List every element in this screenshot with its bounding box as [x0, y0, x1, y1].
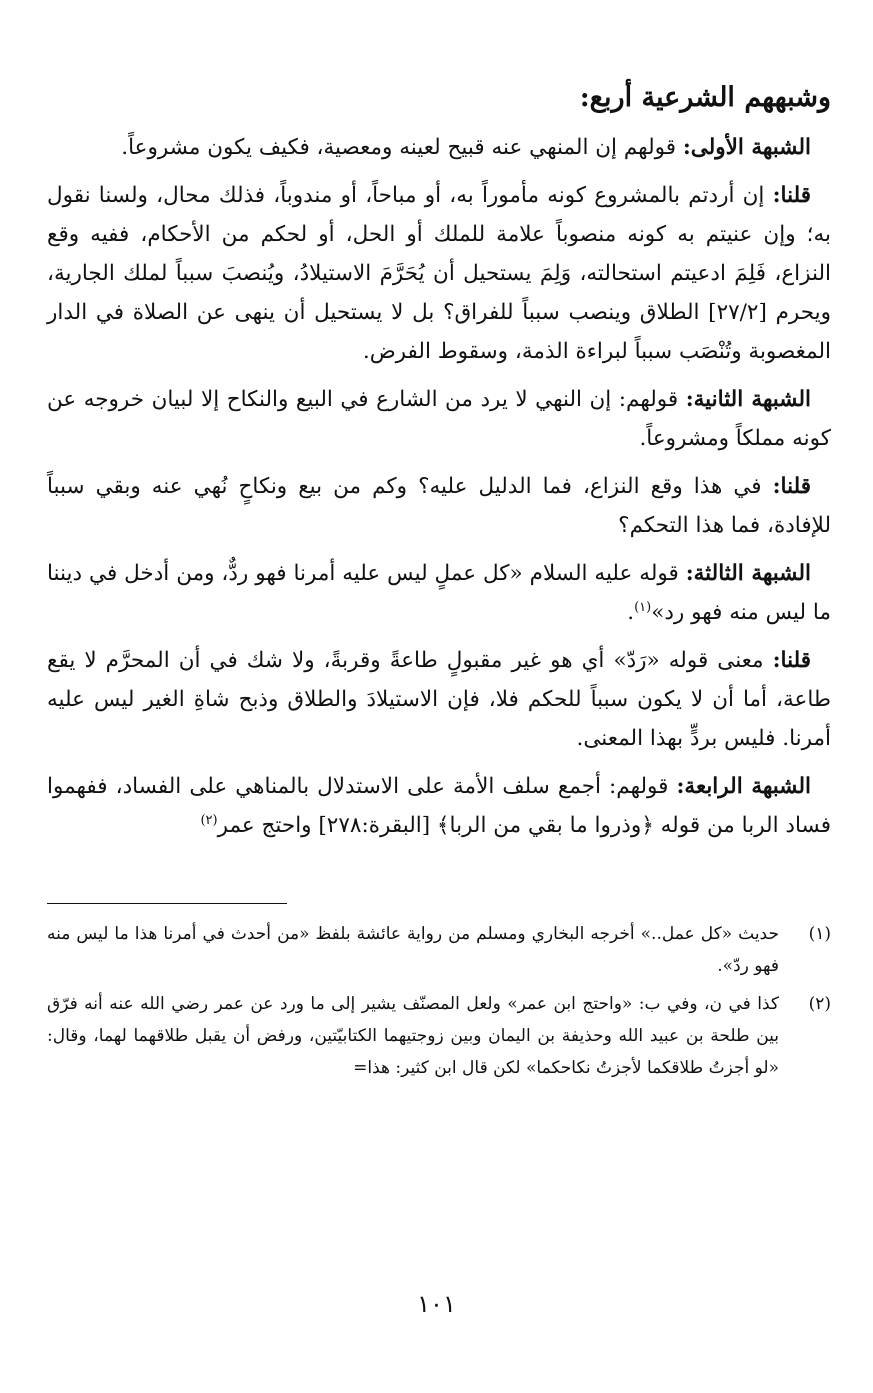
paragraph-lead: الشبهة الرابعة:	[676, 774, 812, 799]
footnote-ref-1[interactable]: (١)	[634, 599, 652, 615]
section-heading: وشبههم الشرعية أربع:	[579, 82, 831, 113]
paragraph-text: قوله عليه السلام «كل عملٍ ليس عليه أمرنا فهو ردٌّ، ومن أدخل في ديننا ما ليس منه فهو رد»	[47, 561, 831, 625]
paragraph-text: قولهم: أجمع سلف الأمة على الاستدلال بالمناهي على الفساد، ففهموا فساد الربا من قوله ﴿وذروا ما بقي من الربا﴾ [البقرة:٢٧٨] واحتج عمر	[47, 774, 831, 838]
paragraph-shubha-2	[47, 380, 831, 458]
paragraph-lead: الشبهة الثانية:	[685, 387, 811, 412]
page-number: ١٠١	[417, 1290, 456, 1318]
paragraph-text: في هذا وقع النزاع، فما الدليل عليه؟ وكم من بيع ونكاحٍ نُهي عنه وبقي سبباً للإفادة، فما هذا التحكم؟	[47, 474, 831, 538]
paragraph-reply-2	[47, 467, 831, 545]
paragraph-text: قولهم: إن النهي لا يرد من الشارع في البيع والنكاح إلا لبيان خروجه عن كونه مملكاً ومشروعاً.	[47, 387, 831, 451]
paragraph-tail: .	[627, 600, 635, 625]
paragraph-shubha-3	[47, 554, 831, 632]
paragraph-shubha-1	[47, 128, 831, 167]
footnote-2	[47, 988, 831, 1084]
footnote-text: حديث «كل عمل..» أخرجه البخاري ومسلم من رواية عائشة بلفظ «من أحدث في أمرنا هذا ما ليس منه فهو ردّ».	[47, 924, 779, 976]
paragraph-lead: قلنا:	[772, 648, 811, 673]
footnote-divider	[47, 903, 287, 904]
paragraph-text: معنى قوله «رَدّ» أي هو غير مقبولٍ طاعةً وقربةً، ولا شك في أن المحرَّم لا يقع طاعة، أما أن لا يكون سبباً للحكم فلا، فإن الاستيلادَ والطلاق وذبح شاةِ الغير ليس عليه أمرنا. فليس بردٍّ بهذا المعنى.	[47, 648, 831, 751]
paragraph-text: قولهم إن المنهي عنه قبيح لعينه ومعصية، فكيف يكون مشروعاً.	[121, 135, 683, 160]
paragraph-lead: الشبهة الأولى:	[682, 135, 811, 160]
paragraph-text: إن أردتم بالمشروع كونه مأموراً به، أو مباحاً، أو مندوباً، فذلك محال، ولسنا نقول به؛ وإن عنيتم به كونه منصوباً علامة للملك أو الحل، أو لحكم من الأحكام، ففيه وقع النزاع، فَلِمَ ادعيتم استحالته، وَلِمَ يستحيل أن يُحَرَّمَ الاستيلادُ، ويُنصبَ سبباً لملك الجارية، ويحرم [٢٧/٢] الطلاق وينصب سبباً للفراق؟ بل لا يستحيل أن ينهى عن الصلاة في الدار المغصوبة وتُنْصَب سبباً لبراءة الذمة، وسقوط الفرض.	[47, 183, 831, 364]
paragraph-reply-3	[47, 641, 831, 758]
footnote-number: (٢)	[808, 994, 831, 1014]
footnote-ref-2[interactable]: (٢)	[200, 812, 218, 828]
paragraph-lead: قلنا:	[772, 183, 811, 208]
paragraph-lead: قلنا:	[772, 474, 811, 499]
footnote-1	[47, 918, 831, 982]
footnote-number: (١)	[808, 924, 831, 944]
paragraph-lead: الشبهة الثالثة:	[685, 561, 811, 586]
paragraph-reply-1	[47, 176, 831, 371]
footnote-text: كذا في ن، وفي ب: «واحتج ابن عمر» ولعل المصنّف يشير إلى ما ورد عن عمر رضي الله عنه أنه فرّق بين طلحة بن عبيد الله وحذيفة بن اليمان وبين زوجتيهما الكتابيّتين، ورفض أن يقبل طلاقهما لهما، وقال: «لو أجزتُ طلاقكما لأجزتُ نكاحكما» لكن قال ابن كثير: هذا=	[47, 994, 779, 1078]
paragraph-shubha-4	[47, 767, 831, 845]
